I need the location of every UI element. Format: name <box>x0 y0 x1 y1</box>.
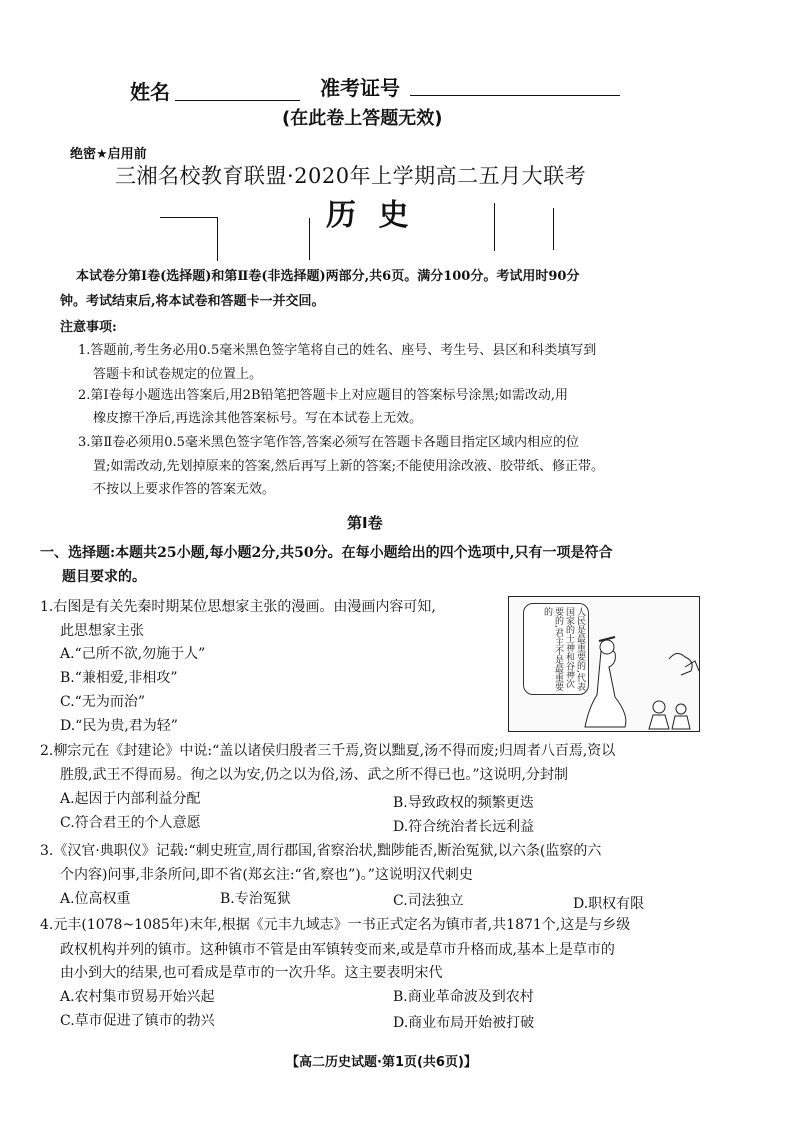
question-stem: 1.右图是有关先秦时期某位思想家主张的漫画。由漫画内容可知, <box>40 599 436 615</box>
scan-mark <box>553 208 554 250</box>
option-b[interactable]: B.专治冤狱 <box>220 891 291 907</box>
option-a[interactable]: A.“己所不欲,勿施于人” <box>60 646 206 662</box>
exam-id-label: 准考证号 <box>320 76 400 100</box>
section-heading: 一、选择题:本题共25小题,每小题2分,共50分。在每小题给出的四个选项中,只有一项是符合 <box>40 545 613 561</box>
option-d[interactable]: D.商业布局开始被打破 <box>393 1015 535 1031</box>
question-stem: 政权机构并列的镇市。这种镇市不管是由军镇转变而来,或是草市升格而成,基本上是草市的 <box>60 942 615 958</box>
secret-label: 绝密★启用前 <box>70 147 147 162</box>
exam-id-blank[interactable] <box>410 95 620 96</box>
note-item: 置;如需改动,先划掉原来的答案,然后再写上新的答案;不能使用涂改液、胶带纸、修正带。 <box>93 459 605 474</box>
intro-line: 本试卷分第Ⅰ卷(选择题)和第Ⅱ卷(非选择题)两部分,共6页。满分100分。考试用时90分 <box>76 269 580 284</box>
speech-bubble: 人民是最重要的,代表国家的土神和谷神次要的,君主不是最重要的 <box>523 603 589 695</box>
option-c[interactable]: C.“无为而治” <box>60 694 145 710</box>
option-b[interactable]: B.商业革命波及到农村 <box>393 989 534 1005</box>
option-a[interactable]: A.农村集市贸易开始兴起 <box>60 989 215 1005</box>
scan-mark <box>160 217 218 218</box>
thinker-cartoon <box>508 596 700 732</box>
option-b[interactable]: B.“兼相爱,非相攻” <box>60 670 178 686</box>
name-label: 姓名 <box>130 80 170 104</box>
option-b[interactable]: B.导致政权的频繁更迭 <box>393 795 534 811</box>
option-a[interactable]: A.位高权重 <box>60 891 131 907</box>
option-a[interactable]: A.起因于内部利益分配 <box>60 791 201 807</box>
volume-title: 第Ⅰ卷 <box>347 514 383 532</box>
note-item: 答题卡和试卷规定的位置上。 <box>93 367 263 382</box>
scan-mark <box>309 218 310 260</box>
note-item: 1.答题前,考生务必用0.5毫米黑色签字笔将自己的姓名、座号、考生号、县区和科类填写到 <box>78 343 597 358</box>
question-stem: 胜殷,武王不得而易。徇之以为安,仍之以为俗,汤、武之所不得已也。”这说明,分封制 <box>60 767 568 783</box>
option-d[interactable]: D.“民为贵,君为轻” <box>60 718 178 734</box>
cartoon-figures-icon <box>509 597 699 731</box>
question-stem: 3.《汉官·典职仪》记载:“刺史班宣,周行郡国,省察治状,黜陟能否,断治冤狱,以六条(监察的六 <box>40 843 602 859</box>
subject-title: 历 史 <box>326 198 415 233</box>
question-stem: 由小到大的结果,也可看成是草市的一次升华。这主要表明宋代 <box>60 965 443 981</box>
option-c[interactable]: C.司法独立 <box>393 893 464 909</box>
note-item: 橡皮擦干净后,再选涂其他答案标号。写在本试卷上无效。 <box>93 411 423 426</box>
option-c[interactable]: C.符合君王的个人意愿 <box>60 815 201 831</box>
intro-line: 钟。考试结束后,将本试卷和答题卡一并交回。 <box>60 294 325 309</box>
section-heading: 题目要求的。 <box>62 569 146 585</box>
scan-mark <box>494 203 495 251</box>
note-item: 3.第Ⅱ卷必须用0.5毫米黑色签字笔作答,答案必须写在答题卡各题目指定区域内相应的位 <box>78 435 580 450</box>
question-stem: 此思想家主张 <box>60 623 144 639</box>
option-d[interactable]: D.职权有限 <box>573 896 645 912</box>
page-footer: 【高二历史试题·第1页(共6页)】 <box>286 1055 477 1070</box>
invalid-note: (在此卷上答题无效) <box>282 108 443 129</box>
question-stem: 4.元丰(1078~1085年)末年,根据《元丰九域志》一书正式定名为镇市者,共1871个,这是与乡级 <box>40 917 631 933</box>
scan-mark <box>217 217 218 261</box>
exam-title: 三湘名校教育联盟·2020年上学期高二五月大联考 <box>115 164 587 188</box>
note-item: 2.第Ⅰ卷每小题选出答案后,用2B铅笔把答题卡上对应题目的答案标号涂黑;如需改动,用 <box>78 388 569 403</box>
option-c[interactable]: C.草市促进了镇市的勃兴 <box>60 1013 215 1029</box>
name-blank[interactable] <box>175 100 300 101</box>
question-stem: 个内容)问事,非条所问,即不省(郑玄注:“省,察也”)。”这说明汉代刺史 <box>60 867 473 883</box>
option-d[interactable]: D.符合统治者长远利益 <box>393 819 535 835</box>
question-stem: 2.柳宗元在《封建论》中说:“盖以诸侯归殷者三千焉,资以黜夏,汤不得而废;归周者八百焉,资以 <box>40 743 616 759</box>
notes-title: 注意事项: <box>60 320 117 335</box>
note-item: 不按以上要求作答的答案无效。 <box>93 482 276 497</box>
